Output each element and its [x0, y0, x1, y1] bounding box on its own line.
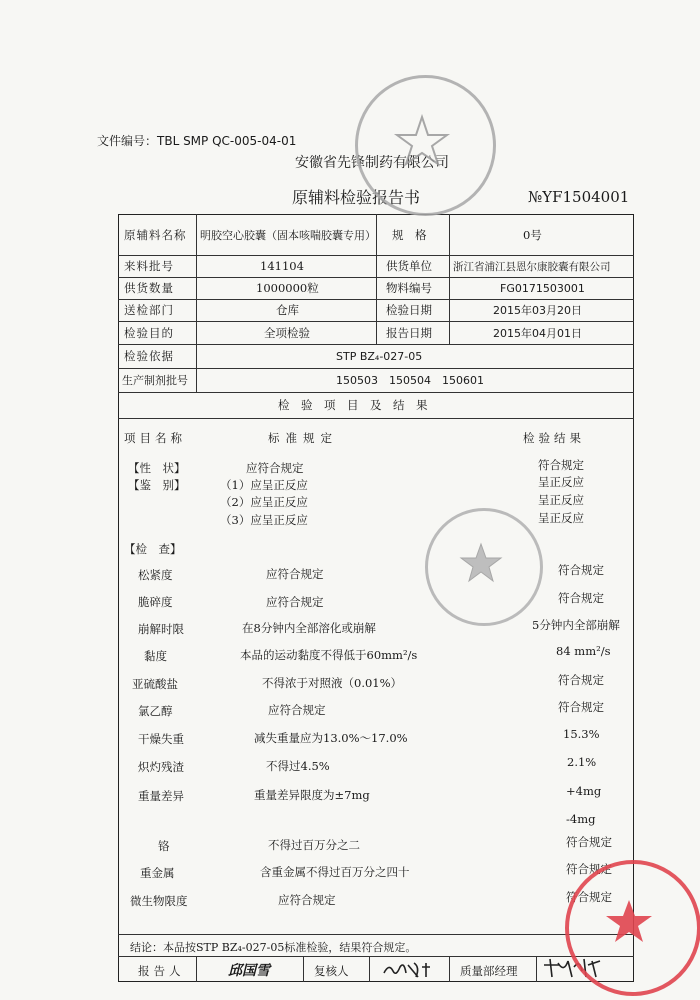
result-item-result: 符合规定	[558, 673, 604, 687]
result-item-name: 铬	[158, 839, 170, 853]
result-item-result: 5分钟内全部崩解	[532, 618, 620, 632]
material-name-label: 原辅料名称	[124, 227, 187, 242]
col-divider	[449, 214, 450, 344]
report-date-value: 2015年04月01日	[493, 326, 582, 340]
result-item-standard: （3）应呈正反应	[220, 513, 308, 527]
result-item-name: 氯乙醇	[138, 704, 173, 718]
qty-value: 1000000粒	[256, 281, 319, 295]
section-header: 检 验 项 目 及 结 果	[278, 398, 428, 412]
purpose-label: 检验目的	[124, 325, 174, 340]
result-item-result: 呈正反应	[538, 511, 584, 525]
reviewer-label: 复核人	[314, 964, 349, 978]
batch-values: 150503 150504 150601	[336, 374, 484, 387]
result-item-standard: 应符合规定	[246, 461, 304, 475]
qty-label: 供货数量	[124, 281, 174, 295]
col-divider	[449, 956, 450, 982]
result-item-name: 微生物限度	[130, 894, 188, 908]
col-divider	[196, 214, 197, 392]
material-code-value: FG0171503001	[500, 281, 585, 295]
result-item-name: 【性 状】	[128, 461, 186, 475]
result-item-standard: 含重金属不得过百万分之四十	[260, 865, 410, 879]
result-item-name: 【检 查】	[124, 542, 182, 556]
result-item-standard: 不得过4.5%	[266, 759, 330, 773]
result-item-standard: （2）应呈正反应	[220, 495, 308, 509]
result-item-name: 干燥失重	[138, 732, 184, 746]
qa-manager-label: 质量部经理	[460, 964, 518, 978]
reporter-label: 报告人	[138, 964, 185, 978]
result-item-standard: 本品的运动黏度不得低于60mm²/s	[240, 648, 418, 662]
basis-value: STP BZ₄-027-05	[336, 349, 423, 363]
document-number: 文件编号：TBL SMP QC-005-04-01	[97, 134, 297, 148]
result-item-result: +4mg	[566, 784, 602, 798]
company-name: 安徽省先锋制药有限公司	[295, 155, 449, 171]
test-date-label: 检验日期	[386, 303, 432, 317]
dept-label: 送检部门	[124, 303, 174, 317]
result-item-result: 符合规定	[566, 890, 612, 904]
column-item: 项目名称	[124, 431, 186, 445]
spec-label: 规 格	[392, 227, 427, 242]
result-item-standard: 减失重量应为13.0%～17.0%	[254, 731, 408, 745]
result-item-name: 重金属	[140, 866, 175, 880]
row-divider	[118, 418, 634, 419]
lot-label: 来料批号	[124, 259, 174, 273]
result-item-standard: 不得浓于对照液（0.01%）	[262, 676, 403, 690]
supplier-stamp-middle	[425, 508, 543, 626]
result-item-result: 15.3%	[563, 727, 600, 741]
result-item-standard: 应符合规定	[266, 595, 324, 609]
col-divider	[369, 956, 370, 982]
purpose-value: 全项检验	[264, 325, 310, 340]
batch-label: 生产制剂批号	[122, 374, 188, 387]
result-item-result: 符合规定	[558, 700, 604, 714]
column-standard: 标准规定	[268, 431, 338, 445]
supplier-label: 供货单位	[386, 259, 432, 273]
result-item-name: 炽灼残渣	[138, 760, 184, 774]
result-item-name: 崩解时限	[138, 622, 184, 636]
result-item-result: -4mg	[566, 812, 596, 826]
result-item-name: 亚硫酸盐	[132, 677, 178, 691]
material-name-value: 明胶空心胶囊（固本咳喘胶囊专用）	[200, 228, 376, 242]
row-divider	[118, 934, 634, 935]
quality-stamp-bottom	[565, 860, 700, 996]
column-result: 检验结果	[523, 431, 585, 445]
result-item-result: 符合规定	[538, 458, 584, 472]
result-item-result: 呈正反应	[538, 475, 584, 489]
result-item-result: 呈正反应	[538, 493, 584, 507]
result-item-result: 符合规定	[558, 591, 604, 605]
basis-label: 检验依据	[124, 349, 174, 363]
col-divider	[536, 956, 537, 982]
result-item-standard: 应符合规定	[278, 893, 336, 907]
report-title: 原辅料检验报告书	[292, 188, 421, 207]
reporter-signature: 邱国雪	[228, 963, 270, 979]
result-item-name: 黏度	[144, 649, 167, 663]
result-item-name: 松紧度	[138, 568, 173, 582]
conclusion: 结论：本品按STP BZ₄-027-05标准检验，结果符合规定。	[130, 941, 417, 954]
result-item-result: 符合规定	[566, 835, 612, 849]
report-date-label: 报告日期	[386, 325, 432, 340]
material-code-label: 物料编号	[386, 281, 432, 295]
col-divider	[376, 214, 377, 344]
result-item-result: 2.1%	[567, 755, 597, 769]
result-item-name: 脆碎度	[138, 595, 173, 609]
result-item-name: 【鉴 别】	[128, 478, 186, 492]
result-item-standard: （1）应呈正反应	[220, 478, 308, 492]
col-divider	[303, 956, 304, 982]
result-item-name: 重量差异	[138, 789, 184, 803]
result-item-standard: 不得过百万分之二	[268, 838, 360, 852]
result-item-result: 符合规定	[558, 563, 604, 577]
inspection-stamp-top	[355, 75, 496, 216]
supplier-value: 浙江省浦江县恩尔康胶囊有限公司	[453, 260, 611, 273]
report-number: №YF1504001	[528, 188, 630, 206]
lot-value: 141104	[260, 259, 304, 273]
result-item-standard: 在8分钟内全部溶化或崩解	[242, 621, 376, 635]
test-date-value: 2015年03月20日	[493, 304, 582, 317]
result-item-standard: 应符合规定	[268, 703, 326, 717]
result-item-result: 84 mm²/s	[556, 644, 611, 658]
reviewer-signature	[380, 957, 436, 981]
dept-value: 仓库	[276, 303, 299, 317]
result-item-standard: 重量差异限度为±7mg	[254, 788, 370, 802]
result-item-result: 符合规定	[566, 862, 612, 876]
col-divider	[196, 956, 197, 982]
spec-value: 0号	[523, 227, 542, 242]
result-item-standard: 应符合规定	[266, 567, 324, 581]
